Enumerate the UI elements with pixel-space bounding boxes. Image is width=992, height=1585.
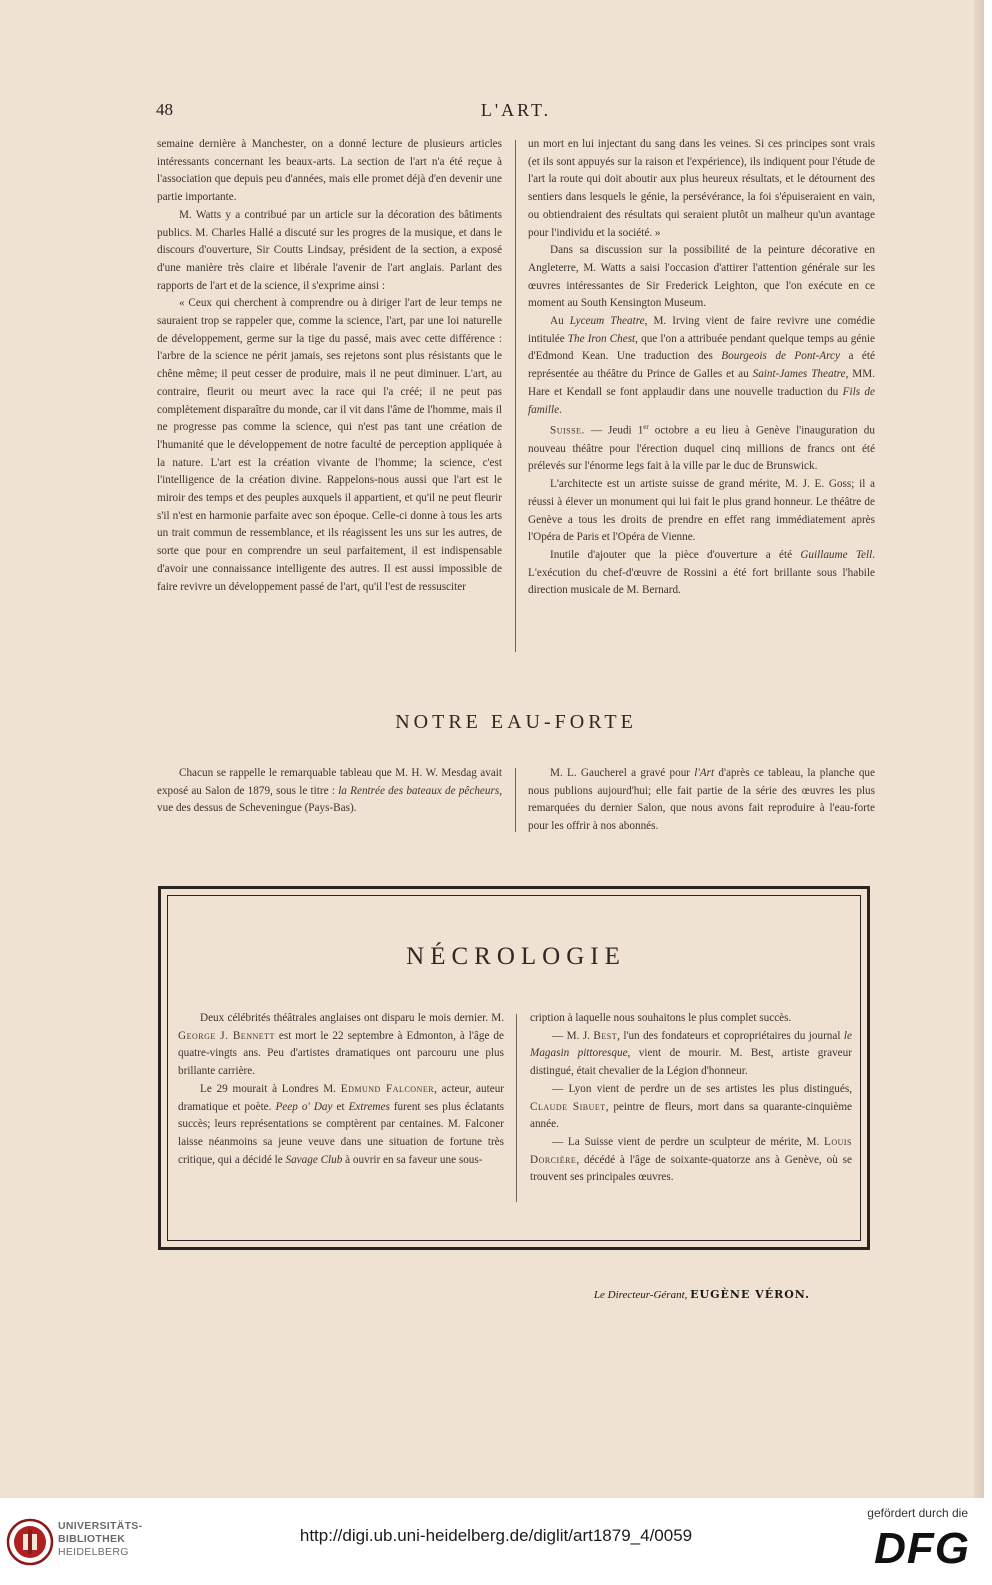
library-name: UNIVERSITÄTS- BIBLIOTHEK HEIDELBERG	[58, 1520, 143, 1558]
journal-title: L'ART.	[480, 100, 552, 120]
footer-bar	[0, 1498, 992, 1585]
signature-name: EUGÈNE VÉRON.	[690, 1288, 810, 1301]
lyceum-paragraph: Au Lyceum Theatre, M. Irving vient de faire revivre une comédie intitulée The Iron Chest, que l'on a attribuée pendant quelque temps au génie d'Edmond Kean. Une traduction des Bourgeois de Pont-Arcy a été représentée au théâtre du Prince de Galles et au Saint-James Theatre, MM. Hare et Kendall se font applaudir dans une nouvelle traduction du Fils de famille.	[528, 315, 875, 416]
eau-forte-left-column	[157, 765, 502, 818]
necrology-paragraph: cription à laquelle nous souhaitons le plus complet succès.	[530, 1012, 792, 1024]
page-number: 48	[156, 100, 173, 119]
necrology-paragraph: Le 29 mourait à Londres M. Edmund Falconer, acteur, auteur dramatique et poète. Peep o' Day et Extremes furent ses plus éclatants succès; leurs représentations se comptèrent par centaines. M. Falconer laisse néanmoins sa jeune veuve dans une situation de fortune très critique, qui a décidé le Savage Club à ouvrir en sa faveur une sous-	[178, 1082, 505, 1166]
article-paragraph: semaine dernière à Manchester, on a donné lecture de plusieurs articles intéressants concernant les beaux-arts. La section de l'art n'a été reçue à l'association que depuis peu d'années, mais elle promet déjà d'en devenir une partie importante.	[157, 138, 502, 204]
eau-forte-title: NOTRE EAU-FORTE	[395, 711, 637, 733]
column-rule	[515, 768, 516, 832]
scan-edge	[974, 0, 984, 1498]
eau-forte-paragraph: M. L. Gaucherel a gravé pour l'Art d'après ce tableau, la planche que nous publions aujourd'hui; elle fait partie de la série des œuvres les plus remarquées du dernier Salon, que nous avons fait reproduire à l'eau-forte pour les offrir à nos abonnés.	[528, 767, 875, 833]
suisse-paragraph: Suisse. — Jeudi 1er octobre a eu lieu à Genève l'inauguration du nouveau théâtre pour l'érection duquel cinq millions de francs ont été prélevés sur l'énorme legs fait à la ville par le duc de Brunswick.	[528, 423, 875, 473]
source-url-link[interactable]: http://digi.ub.uni-heidelberg.de/diglit/art1879_4/0059	[299, 1526, 693, 1545]
funding-label: gefördert durch die	[867, 1506, 968, 1520]
eau-forte-right-column	[528, 765, 875, 836]
necrology-paragraph: — Lyon vient de perdre un de ses artistes les plus distingués, Claude Sibuet, peintre de fleurs, mort dans sa quarante-cinquième année.	[530, 1082, 853, 1131]
signature-role: Le Directeur-Gérant,	[593, 1289, 688, 1301]
article-right-column	[528, 136, 875, 600]
guillaume-paragraph: Inutile d'ajouter que la pièce d'ouverture a été Guillaume Tell. L'exécution du chef-d'œuvre de Rossini a été fort brillante sous l'habile direction musicale de M. Bernard.	[528, 548, 875, 597]
column-rule	[515, 140, 516, 652]
dfg-logo: DFG	[874, 1524, 970, 1573]
article-paragraph: un mort en lui injectant du sang dans les veines. Si ces principes sont vrais (et ils sont appuyés sur la raison et l'expérience), ils indiquent pour l'étude de l'art la route qui doit aboutir aux plus heureux résultats, et le détournent des sentiers dans lesquels le génie, la persévérance, la foi s'épuiseraient en vain, ou obtiendraient des résultats qui seraient plutôt un malheur qu'un avantage pour l'individu et la société. »	[528, 138, 875, 239]
necrology-left-column	[178, 1010, 504, 1169]
article-left-column	[157, 136, 502, 596]
article-paragraph: M. Watts y a contribué par un article sur la décoration des bâtiments publics. M. Charles Hallé a discuté sur les progres de la musique, et dans le discours d'ouverture, Sir Coutts Lindsay, président de la section, a exposé d'une manière très claire et libérale l'avenir de l'art anglais. Parlant des rapports de l'art et de la science, il s'exprime ainsi :	[157, 208, 502, 292]
necrology-paragraph: — M. J. Best, l'un des fondateurs et copropriétaires du journal le Magasin pittoresque, vient de mourir. M. Best, artiste graveur distingué, était chevalier de la Légion d'honneur.	[530, 1029, 852, 1078]
article-paragraph: Dans sa discussion sur la possibilité de la peinture décorative en Angleterre, M. Watts a saisi l'occasion d'attirer l'attention générale sur les œuvres intéressantes de Sir Frederick Leighton, que l'on exécute en ce moment au South Kensington Museum.	[528, 244, 875, 310]
necrology-paragraph: Deux célébrités théâtrales anglaises ont disparu le mois dernier. M. George J. Bennett est mort le 22 septembre à Edmonton, à l'âge de quatre-vingts ans. Peu d'artistes dramatiques ont parcouru une plus brillante carrière.	[178, 1012, 504, 1078]
column-rule	[516, 1014, 517, 1202]
article-paragraph: « Ceux qui cherchent à comprendre ou à diriger l'art de leur temps ne sauraient trop se rappeler que, comme la science, l'art, par une loi naturelle de développement, germe sur la tige du passé, mais avec cette différence : l'arbre de la science ne périt jamais, ses rejetons sont plus résistants que le chêne même; il peut cesser de produire, mais il ne peut diminuer. L'art, au contraire, fleurit ou meurt avec la race qui l'a créé; il ne peut pas complètement disparaître du monde, car il vit dans l'âme de l'homme, mais il ne progresse pas comme la science, qui n'est pas tant une création de l'humanité que le développement de notre faculté de perception appliquée à la nature. L'art est la création vivante de l'homme; la science, c'est l'intelligence de la création divine. Rappelons-nous aussi que l'art est le miroir des temps et des peuples auxquels il appartient, et qu'il ne peut fleurir s'il n'est en harmonie parfaite avec son époque. Celle-ci donne à tous les arts un trait commun de ressemblance, et ils réagissent les uns sur les autres, de sorte que pour en comprendre un seul parfaitement, il est indispensable d'avoir une connaissance intelligente des autres. Il est aussi impossible de faire revivre un développement passé de l'art, qu'il l'est de ressusciter	[157, 297, 502, 593]
running-head	[156, 100, 876, 128]
eau-forte-paragraph: Chacun se rappelle le remarquable tableau que M. H. W. Mesdag avait exposé au Salon de 1879, sous le titre : la Rentrée des bateaux de pêcheurs, vue des dessus de Scheveningue (Pays-Bas).	[157, 767, 502, 815]
necrology-title: NÉCROLOGIE	[406, 943, 626, 970]
necrology-right-column	[530, 1010, 852, 1187]
article-paragraph: L'architecte est un artiste suisse de grand mérite, M. J. E. Goss; il a réussi à élever un monument qui lui fait le plus grand honneur. Le théâtre de Genève a tous les droits de prendre en effet rang immédiatement après l'Opéra de Paris et l'Opéra de Vienne.	[528, 478, 875, 544]
signature	[520, 1288, 810, 1301]
necrology-paragraph: — La Suisse vient de perdre un sculpteur de mérite, M. Louis Dorcière, décédé à l'âge de soixante-quatorze ans à Genève, où se trouvent ses principales œuvres.	[530, 1135, 852, 1184]
